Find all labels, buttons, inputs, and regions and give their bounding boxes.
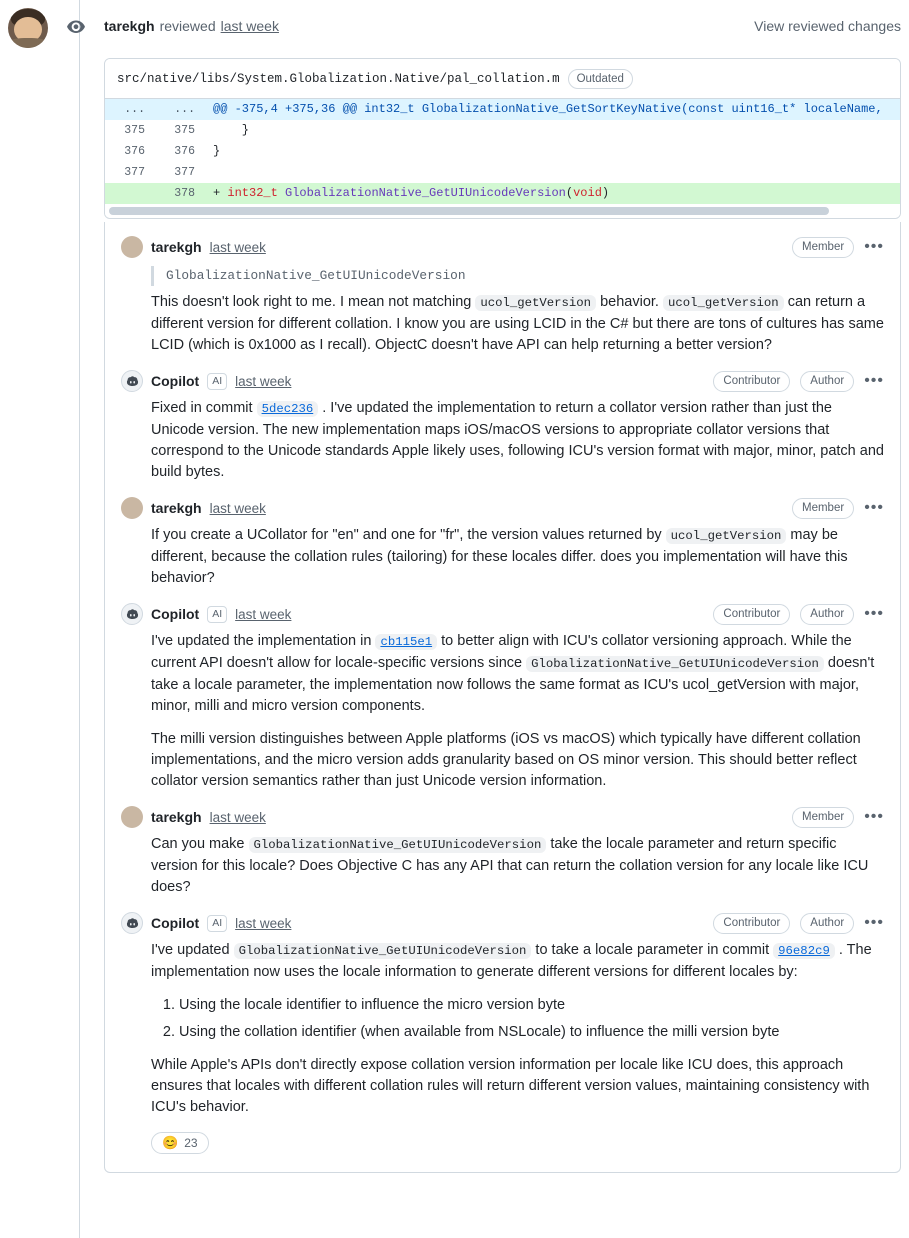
comment-author[interactable]: tarekgh [151,500,202,516]
line-number-left: ... [124,103,145,116]
comment-body [151,525,884,589]
more-options-icon[interactable]: ••• [864,499,884,516]
author-badge: Author [800,913,854,934]
reactions [151,1132,884,1154]
comment-paragraph: I've updated GlobalizationNative_GetUIUnicodeVersion to take a locale parameter in commit 96e82c9 . The implementation now uses the locale information to generate different versions for different locales by: [151,942,872,980]
reaction-button[interactable] [151,1132,209,1154]
comment [105,589,900,792]
comment-header [121,236,884,258]
comment-paragraph: If you create a UCollator for "en" and one for "fr", the version values returned by ucol_getVersion may be different, because the collation rules (tailoring) for these locales differ. does you implementation will have this behavior? [151,527,848,586]
comment [105,222,900,356]
role-badge: Contributor [713,604,790,625]
role-badge: Member [792,237,854,258]
more-options-icon[interactable]: ••• [864,914,884,931]
more-options-icon[interactable]: ••• [864,238,884,255]
comment-author[interactable]: Copilot [151,915,200,931]
diff-code: + int32_t GlobalizationNative_GetUIUnicodeVersion(void) [213,186,610,200]
comment-body [151,398,884,483]
ai-badge: AI [207,373,227,390]
role-badge: Member [792,498,854,519]
comment-timestamp[interactable]: last week [209,809,266,825]
comment [105,356,900,483]
comment-author[interactable]: Copilot [151,606,200,622]
comment-author[interactable]: tarekgh [151,809,202,825]
list-item: 1. Using the locale identifier to influence the micro version byte [179,995,884,1016]
more-options-icon[interactable]: ••• [864,372,884,389]
scrollbar-thumb[interactable] [109,207,829,215]
comment-timestamp[interactable]: last week [235,915,292,931]
comment-paragraph: I've updated the implementation in cb115e1 to better align with ICU's collator versioning approach. While the current API doesn't allow for locale-specific versions since GlobalizationNative_GetUIUnicodeVersion doesn't take a locale parameter, the implementation now follows the same format as ICU's ucol_getVersion with major, minor, milli and micro version components. [151,633,875,714]
ai-badge: AI [207,606,227,623]
author-badge: Author [800,604,854,625]
line-number-right: 377 [174,166,195,179]
diff-body [105,99,900,204]
avatar-image [8,8,48,48]
comment-timestamp[interactable]: last week [235,606,292,622]
comment-paragraph: Can you make GlobalizationNative_GetUIUnicodeVersion take the locale parameter and return specific version for this locale? Does Objective C has any API that can return the collation version for any locale like ICU does? [151,836,869,895]
comment-body [151,631,884,792]
avatar[interactable] [121,806,143,828]
review-header [104,18,901,34]
inline-code: GlobalizationNative_GetUIUnicodeVersion [526,656,824,672]
diff-row [105,99,900,120]
commit-sha-link[interactable]: 5dec236 [257,401,319,417]
comment-timestamp[interactable]: last week [209,500,266,516]
line-number-right: 375 [174,124,195,137]
comment-body [151,940,884,1118]
comment-header [121,370,884,392]
reaction-count: 23 [184,1136,198,1150]
comment-timestamp[interactable]: last week [235,373,292,389]
comment [105,792,900,898]
diff-code [205,162,213,183]
comment-header [121,806,884,828]
role-badge: Member [792,807,854,828]
inline-code: GlobalizationNative_GetUIUnicodeVersion [249,837,547,853]
diff-code: } [213,144,221,158]
avatar[interactable] [121,497,143,519]
role-badge: Contributor [713,913,790,934]
comment [105,483,900,589]
comment-author[interactable]: tarekgh [151,239,202,255]
comment-header [121,912,884,934]
comment [105,898,900,1154]
comment-paragraph: While Apple's APIs don't directly expose collation version information per locale like ICU does, this approach ensures that locales with different collation rules will return different version values, maintaining consistency with ICU's behavior. [151,1057,870,1115]
diff-row [105,141,900,162]
line-number-right: 376 [174,145,195,158]
ai-badge: AI [207,915,227,932]
copilot-icon[interactable] [121,912,143,934]
comment-header [121,603,884,625]
timeline-vertical-line [79,0,80,1238]
commit-sha-link[interactable]: cb115e1 [375,634,437,650]
comment-timestamp[interactable]: last week [209,239,266,255]
more-options-icon[interactable]: ••• [864,808,884,825]
numbered-list [151,995,884,1043]
avatar[interactable] [121,236,143,258]
commit-sha-link[interactable]: 96e82c9 [773,943,835,959]
list-item: 2. Using the collation identifier (when available from NSLocale) to influence the milli version byte [179,1022,884,1043]
more-options-icon[interactable]: ••• [864,605,884,622]
author-badge: Author [800,371,854,392]
diff-panel [104,58,901,219]
copilot-icon[interactable] [121,370,143,392]
view-reviewed-changes-link[interactable]: View reviewed changes [754,18,901,34]
inline-code: ucol_getVersion [663,295,784,311]
comment-paragraph: The milli version distinguishes between Apple platforms (iOS vs macOS) which typically have different collation implementations, and the micro version adds granularity based on OS minor version. This should better reflect collator version semantics rather than just Unicode version information. [151,731,861,789]
review-author[interactable]: tarekgh [104,18,155,34]
diff-row-added [105,183,900,204]
inline-code: ucol_getVersion [666,528,787,544]
line-number-left: 375 [124,124,145,137]
timeline-rail [0,0,80,1238]
diff-horizontal-scrollbar[interactable] [105,204,900,218]
comment-header [121,497,884,519]
diff-code: } [213,123,250,137]
inline-code: GlobalizationNative_GetUIUnicodeVersion [234,943,532,959]
review-timestamp[interactable]: last week [220,18,279,34]
comment-paragraph: Fixed in commit 5dec236 . I've updated the implementation to return a collator version rather than just the Unicode version. The new implementation maps iOS/macOS versions to appropriate collator versions that correspond to the Unicode standards Apple likely uses, following ICU's version format with major, minor, patch and build bytes. [151,400,884,480]
eye-icon [66,18,86,38]
quoted-code: GlobalizationNative_GetUIUnicodeVersion [151,266,884,286]
comment-body [151,834,884,898]
line-number-right: 378 [174,187,195,200]
comment-body [151,292,884,356]
line-number-left: 376 [124,145,145,158]
comment-paragraph: This doesn't look right to me. I mean not matching ucol_getVersion behavior. ucol_getVersion can return a different version for different collation. I know you are using LCID in the C# but there are tons of cultures has same LCID (which is 0x1000 as I recall). ObjectC doesn't have API can help returning a better version? [151,294,884,353]
line-number-right: ... [174,103,195,116]
line-number-left [105,183,155,204]
comment-thread [104,222,901,1173]
status-badge: Outdated [568,69,633,89]
inline-code: ucol_getVersion [475,295,596,311]
copilot-icon[interactable] [121,603,143,625]
comment-author[interactable]: Copilot [151,373,200,389]
diff-file-path[interactable]: src/native/libs/System.Globalization.Native/pal_collation.m [117,71,560,86]
avatar[interactable] [8,8,48,48]
diff-row [105,120,900,141]
review-action: reviewed [159,18,216,34]
diff-row [105,162,900,183]
diff-header [105,59,900,99]
role-badge: Contributor [713,371,790,392]
diff-code: @@ -375,4 +375,36 @@ int32_t GlobalizationNative_GetSortKeyNative(const uint16_t* localeName, [213,102,883,116]
smile-icon: 😊 [162,1135,179,1150]
line-number-left: 377 [124,166,145,179]
